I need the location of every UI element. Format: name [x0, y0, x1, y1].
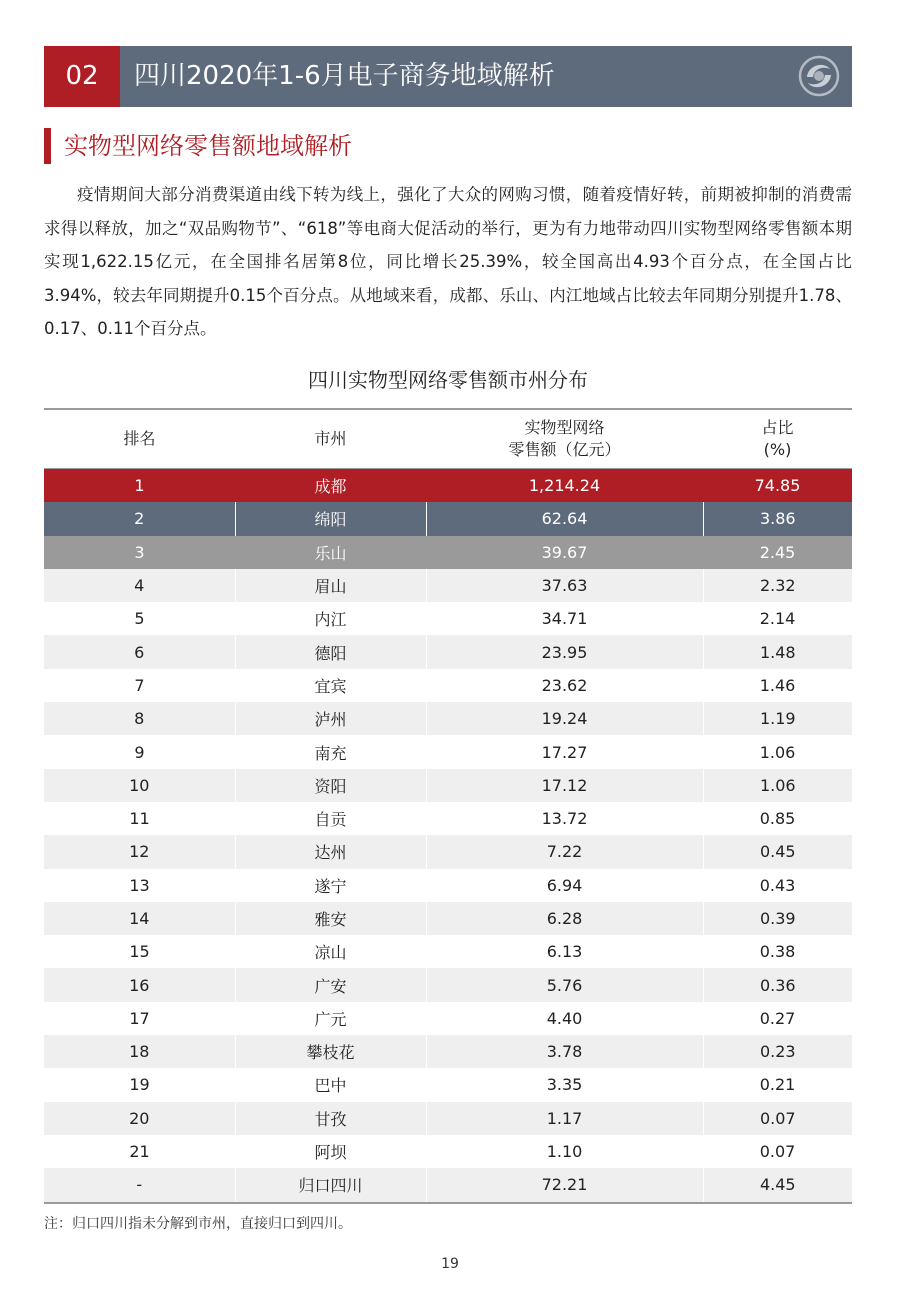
- page-number: 19: [441, 1256, 459, 1272]
- table-row: [44, 1002, 852, 1035]
- cell-rank: 20: [44, 1102, 235, 1135]
- cell-city: 广安: [235, 968, 426, 1001]
- cell-city: 泸州: [235, 702, 426, 735]
- cell-amount: 37.63: [426, 569, 703, 602]
- table-row: [44, 1168, 852, 1202]
- table-header-row: [44, 409, 852, 469]
- cell-share: 1.06: [759, 742, 796, 762]
- cell-share: 0.39: [703, 902, 852, 935]
- cell-share: 0.36: [703, 968, 852, 1001]
- cell-rank: 14: [44, 902, 235, 935]
- cell-city: 眉山: [235, 569, 426, 602]
- table-row: [44, 502, 852, 535]
- cell-share: 0.85: [759, 809, 796, 829]
- header-share-line2: (%): [763, 440, 792, 459]
- header-share-line1: 占比: [761, 418, 794, 437]
- table-row: [44, 669, 852, 702]
- cell-city: 巴中: [314, 1076, 347, 1096]
- table-row: [44, 935, 852, 968]
- cell-rank: 13: [129, 875, 150, 895]
- cell-city: 阿坝: [314, 1143, 347, 1163]
- cell-city: 南充: [314, 743, 347, 763]
- table-row: [44, 802, 852, 835]
- cell-share: 0.23: [703, 1035, 852, 1068]
- cell-amount: 1.17: [426, 1102, 703, 1135]
- section-heading-bar: [44, 128, 51, 164]
- cell-share: 1.06: [703, 769, 852, 802]
- cell-share: 0.45: [703, 835, 852, 868]
- cell-rank: 9: [134, 742, 145, 762]
- cell-rank: 3: [44, 536, 235, 569]
- body-paragraph: [44, 178, 852, 346]
- table-row: [44, 536, 852, 569]
- cell-rank: 11: [129, 809, 150, 829]
- cell-share: 0.43: [759, 875, 796, 895]
- cell-amount: 17.27: [541, 742, 588, 762]
- body-paragraph-text: 疫情期间大部分消费渠道由线下转为线上，强化了大众的网购习惯，随着疫情好转，前期被抑制的消费需求得以释放，加之“双品购物节”、“618”等电商大促活动的举行，更为有力地带动四川实物型网络零售额本期实现1,622.15亿元，在全国排名居第8位，同比增长25.39%，较全国高出4.93个百分点，在全国占比3.94%，较去年同期提升0.15个百分点。从地域来看，成都、乐山、内江地域占比较去年同期分别提升1.78、0.17、0.11个百分点。: [44, 185, 852, 339]
- cell-amount: 34.71: [541, 609, 588, 629]
- cell-city: 达州: [235, 835, 426, 868]
- table-row: [44, 902, 852, 935]
- cell-city: 广元: [314, 1009, 347, 1029]
- table-row: [44, 769, 852, 802]
- header-rank: 排名: [44, 409, 235, 469]
- cell-rank: -: [44, 1168, 235, 1202]
- cell-rank: 6: [44, 635, 235, 668]
- cell-city: 德阳: [235, 635, 426, 668]
- cell-rank: 1: [44, 469, 235, 503]
- cell-city: 内江: [314, 610, 347, 630]
- cell-rank: 21: [129, 1142, 150, 1162]
- cell-share: 4.45: [703, 1168, 852, 1202]
- table-row: [44, 869, 852, 902]
- cell-share: 2.45: [703, 536, 852, 569]
- cell-amount: 6.13: [546, 942, 583, 962]
- cell-amount: 6.28: [426, 902, 703, 935]
- table-row: [44, 1035, 852, 1068]
- cell-share: 0.07: [759, 1142, 796, 1162]
- cell-city: 乐山: [235, 536, 426, 569]
- cell-amount: 3.35: [546, 1075, 583, 1095]
- cell-rank: 5: [134, 609, 145, 629]
- cell-amount: 23.95: [426, 635, 703, 668]
- cell-amount: 23.62: [541, 675, 588, 695]
- cell-city: 归口四川: [235, 1168, 426, 1202]
- table-row: [44, 602, 852, 635]
- cell-share: 0.38: [759, 942, 796, 962]
- cell-city: 绵阳: [235, 502, 426, 535]
- cell-city: 攀枝花: [235, 1035, 426, 1068]
- header-amount-line2: 零售额（亿元）: [508, 440, 621, 459]
- cell-rank: 10: [44, 769, 235, 802]
- header-amount-line1: 实物型网络: [524, 418, 605, 437]
- cell-share: 0.21: [759, 1075, 796, 1095]
- cell-amount: 4.40: [546, 1008, 583, 1028]
- cell-rank: 16: [44, 968, 235, 1001]
- cell-city: 甘孜: [235, 1102, 426, 1135]
- cell-share: 2.32: [703, 569, 852, 602]
- cell-share: 0.27: [759, 1008, 796, 1028]
- cell-amount: 72.21: [426, 1168, 703, 1202]
- cell-amount: 13.72: [541, 809, 588, 829]
- cell-city: 雅安: [235, 902, 426, 935]
- table-row: [44, 1102, 852, 1135]
- cell-city: 自贡: [314, 810, 347, 830]
- section-heading-text: 实物型网络零售额地域解析: [64, 132, 352, 160]
- cell-city: 资阳: [235, 769, 426, 802]
- cell-amount: 5.76: [426, 968, 703, 1001]
- cell-share: 1.19: [703, 702, 852, 735]
- cell-rank: 18: [44, 1035, 235, 1068]
- cell-rank: 2: [44, 502, 235, 535]
- cell-share: 74.85: [703, 469, 852, 503]
- header-title: 四川2020年1-6月电子商务地域解析: [134, 61, 555, 91]
- cell-amount: 3.78: [426, 1035, 703, 1068]
- header-share: [703, 409, 852, 469]
- cell-city: 遂宁: [314, 876, 347, 896]
- table-row: [44, 1135, 852, 1168]
- cell-share: 2.14: [759, 609, 796, 629]
- cell-city: 凉山: [314, 943, 347, 963]
- cell-city: 宜宾: [314, 676, 347, 696]
- table-row: [44, 835, 852, 868]
- cell-rank: 12: [44, 835, 235, 868]
- cell-amount: 7.22: [426, 835, 703, 868]
- cell-share: 0.07: [703, 1102, 852, 1135]
- table-row: [44, 735, 852, 768]
- table-row: [44, 968, 852, 1001]
- cell-amount: 39.67: [426, 536, 703, 569]
- cell-city: 成都: [235, 469, 426, 503]
- page-header: [44, 46, 852, 107]
- swirl-logo-icon: [798, 55, 840, 97]
- table-row: [44, 469, 852, 503]
- table-footnote: 注：归口四川指未分解到市州，直接归口到四川。: [44, 1216, 352, 1232]
- cell-amount: 6.94: [546, 875, 583, 895]
- cell-rank: 15: [129, 942, 150, 962]
- cell-share: 1.46: [759, 675, 796, 695]
- cell-share: 1.48: [703, 635, 852, 668]
- cell-rank: 7: [134, 675, 145, 695]
- header-amount: [426, 409, 703, 469]
- section-number: 02: [44, 46, 120, 107]
- cell-amount: 1.10: [546, 1142, 583, 1162]
- cell-amount: 1,214.24: [426, 469, 703, 503]
- cell-amount: 62.64: [426, 502, 703, 535]
- city-distribution-table: [44, 408, 852, 1204]
- cell-rank: 17: [129, 1008, 150, 1028]
- cell-amount: 17.12: [426, 769, 703, 802]
- table-caption: 四川实物型网络零售额市州分布: [308, 368, 588, 392]
- cell-rank: 8: [44, 702, 235, 735]
- table-row: [44, 702, 852, 735]
- table-row: [44, 635, 852, 668]
- cell-amount: 19.24: [426, 702, 703, 735]
- cell-rank: 19: [129, 1075, 150, 1095]
- cell-rank: 4: [44, 569, 235, 602]
- cell-share: 3.86: [703, 502, 852, 535]
- table-row: [44, 569, 852, 602]
- table-row: [44, 1068, 852, 1101]
- header-city: 市州: [235, 409, 426, 469]
